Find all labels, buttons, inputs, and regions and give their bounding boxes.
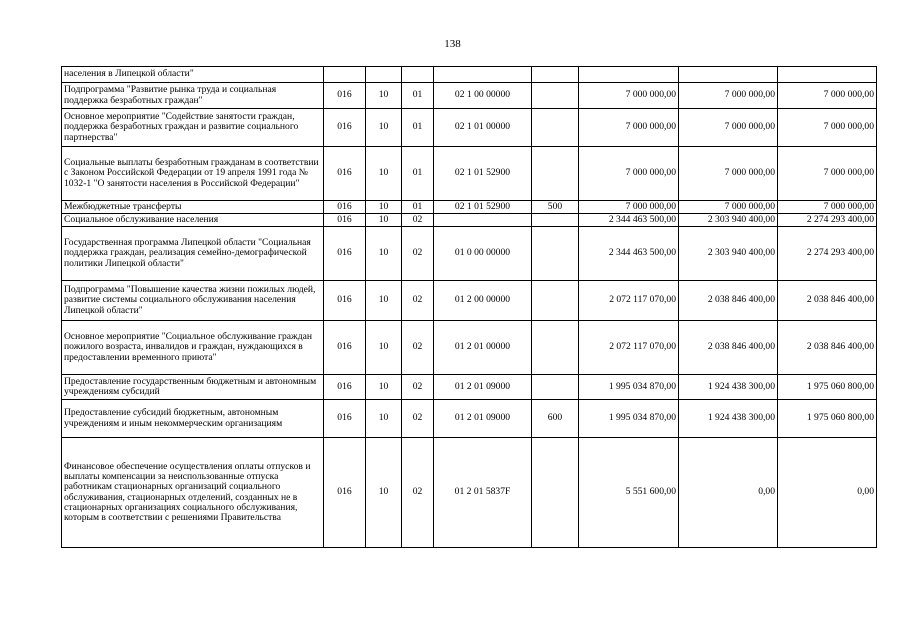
expense-type-code: [532, 67, 579, 83]
subsection-code: 02: [402, 227, 434, 281]
target-article-code: 02 1 01 00000: [434, 109, 532, 147]
section-code: 10: [366, 227, 402, 281]
amount-year-1: 2 344 463 500,00: [579, 214, 679, 227]
table-row: [62, 83, 877, 109]
page-number: 138: [444, 38, 461, 50]
expense-type-code: [532, 281, 579, 321]
ved-code: 016: [324, 400, 366, 438]
target-article-code: 02 1 01 52900: [434, 201, 532, 214]
table-row: [62, 321, 877, 375]
ved-code: 016: [324, 147, 366, 201]
amount-year-3: 7 000 000,00: [778, 83, 877, 109]
table-row: [62, 201, 877, 214]
row-name: Социальные выплаты безработным гражданам в соответствии с Законом Российской Федерации от 19 апреля 1991 года № 1032-1 "О занятости населения в Российской Федерации": [62, 147, 324, 201]
section-code: 10: [366, 438, 402, 548]
subsection-code: 01: [402, 147, 434, 201]
subsection-code: 01: [402, 83, 434, 109]
amount-year-3: 1 975 060 800,00: [778, 375, 877, 400]
expense-type-code: [532, 321, 579, 375]
row-name: Основное мероприятие "Социальное обслуживание граждан пожилого возраста, инвалидов и граждан, нуждающихся в предоставлении временного приюта": [62, 321, 324, 375]
amount-year-2: 2 303 940 400,00: [679, 214, 778, 227]
table-row: [62, 375, 877, 400]
row-name: Предоставление государственным бюджетным и автономным учреждениям субсидий: [62, 375, 324, 400]
ved-code: 016: [324, 281, 366, 321]
expense-type-code: [532, 109, 579, 147]
subsection-code: 02: [402, 375, 434, 400]
expense-type-code: 500: [532, 201, 579, 214]
row-name: Финансовое обеспечение осуществления оплаты отпусков и выплаты компенсации за неиспользованные отпуска работникам стационарных организаций социального обслуживания, стационарных отделений, созданных не в стационарных организациях социального обслуживания, которым в соответствии с решениями Правительства: [62, 438, 324, 548]
table-row: [62, 400, 877, 438]
expense-type-code: [532, 438, 579, 548]
amount-year-1: [579, 67, 679, 83]
section-code: 10: [366, 281, 402, 321]
amount-year-3: 0,00: [778, 438, 877, 548]
row-name: Предоставление субсидий бюджетным, автономным учреждениям и иным некоммерческим организациям: [62, 400, 324, 438]
amount-year-1: 2 072 117 070,00: [579, 321, 679, 375]
amount-year-2: 2 038 846 400,00: [679, 281, 778, 321]
target-article-code: 01 2 01 09000: [434, 375, 532, 400]
target-article-code: [434, 67, 532, 83]
amount-year-2: 7 000 000,00: [679, 109, 778, 147]
row-name: Основное мероприятие "Содействие занятости граждан, поддержка безработных граждан и развитие социального партнерства": [62, 109, 324, 147]
amount-year-2: 2 038 846 400,00: [679, 321, 778, 375]
section-code: [366, 67, 402, 83]
amount-year-2: 2 303 940 400,00: [679, 227, 778, 281]
section-code: 10: [366, 400, 402, 438]
expense-type-code: 600: [532, 400, 579, 438]
subsection-code: 02: [402, 321, 434, 375]
amount-year-3: [778, 67, 877, 83]
section-code: 10: [366, 83, 402, 109]
expense-type-code: [532, 375, 579, 400]
amount-year-2: 7 000 000,00: [679, 201, 778, 214]
table-row: [62, 227, 877, 281]
row-name: Государственная программа Липецкой области "Социальная поддержка граждан, реализация семейно-демографической политики Липецкой области": [62, 227, 324, 281]
table-row: [62, 214, 877, 227]
section-code: 10: [366, 321, 402, 375]
target-article-code: 01 2 00 00000: [434, 281, 532, 321]
target-article-code: 01 2 01 09000: [434, 400, 532, 438]
amount-year-2: 1 924 438 300,00: [679, 375, 778, 400]
section-code: 10: [366, 201, 402, 214]
section-code: 10: [366, 375, 402, 400]
amount-year-1: 7 000 000,00: [579, 147, 679, 201]
target-article-code: 01 2 01 5837F: [434, 438, 532, 548]
amount-year-2: 7 000 000,00: [679, 83, 778, 109]
subsection-code: 01: [402, 201, 434, 214]
subsection-code: 02: [402, 400, 434, 438]
target-article-code: 02 1 00 00000: [434, 83, 532, 109]
amount-year-1: 1 995 034 870,00: [579, 400, 679, 438]
expense-type-code: [532, 227, 579, 281]
amount-year-3: 1 975 060 800,00: [778, 400, 877, 438]
target-article-code: 01 2 01 00000: [434, 321, 532, 375]
amount-year-2: 1 924 438 300,00: [679, 400, 778, 438]
subsection-code: 02: [402, 214, 434, 227]
table-row: [62, 109, 877, 147]
amount-year-3: 2 274 293 400,00: [778, 227, 877, 281]
target-article-code: [434, 214, 532, 227]
row-name: Подпрограмма "Повышение качества жизни пожилых людей, развитие системы социального обслуживания населения Липецкой области": [62, 281, 324, 321]
amount-year-3: 7 000 000,00: [778, 147, 877, 201]
amount-year-1: 7 000 000,00: [579, 83, 679, 109]
amount-year-3: 2 038 846 400,00: [778, 281, 877, 321]
expense-type-code: [532, 147, 579, 201]
ved-code: 016: [324, 201, 366, 214]
amount-year-1: 1 995 034 870,00: [579, 375, 679, 400]
section-code: 10: [366, 147, 402, 201]
amount-year-3: 2 274 293 400,00: [778, 214, 877, 227]
ved-code: 016: [324, 83, 366, 109]
ved-code: 016: [324, 227, 366, 281]
amount-year-1: 7 000 000,00: [579, 201, 679, 214]
amount-year-1: 7 000 000,00: [579, 109, 679, 147]
amount-year-3: 7 000 000,00: [778, 109, 877, 147]
row-name: Подпрограмма "Развитие рынка труда и социальная поддержка безработных граждан": [62, 83, 324, 109]
row-name: Межбюджетные трансферты: [62, 201, 324, 214]
table-row: [62, 147, 877, 201]
section-code: 10: [366, 109, 402, 147]
target-article-code: 01 0 00 00000: [434, 227, 532, 281]
subsection-code: 02: [402, 438, 434, 548]
ved-code: 016: [324, 375, 366, 400]
target-article-code: 02 1 01 52900: [434, 147, 532, 201]
subsection-code: 02: [402, 281, 434, 321]
budget-table: [61, 66, 877, 548]
table-row: [62, 438, 877, 548]
row-name: Социальное обслуживание населения: [62, 214, 324, 227]
subsection-code: 01: [402, 109, 434, 147]
subsection-code: [402, 67, 434, 83]
table-row: [62, 67, 877, 83]
expense-type-code: [532, 214, 579, 227]
ved-code: 016: [324, 214, 366, 227]
amount-year-2: [679, 67, 778, 83]
amount-year-1: 2 344 463 500,00: [579, 227, 679, 281]
row-name: населения в Липецкой области": [62, 67, 324, 83]
amount-year-2: 0,00: [679, 438, 778, 548]
amount-year-3: 2 038 846 400,00: [778, 321, 877, 375]
ved-code: 016: [324, 438, 366, 548]
amount-year-3: 7 000 000,00: [778, 201, 877, 214]
section-code: 10: [366, 214, 402, 227]
table-row: [62, 281, 877, 321]
amount-year-1: 2 072 117 070,00: [579, 281, 679, 321]
ved-code: 016: [324, 321, 366, 375]
expense-type-code: [532, 83, 579, 109]
amount-year-2: 7 000 000,00: [679, 147, 778, 201]
ved-code: 016: [324, 109, 366, 147]
amount-year-1: 5 551 600,00: [579, 438, 679, 548]
ved-code: [324, 67, 366, 83]
